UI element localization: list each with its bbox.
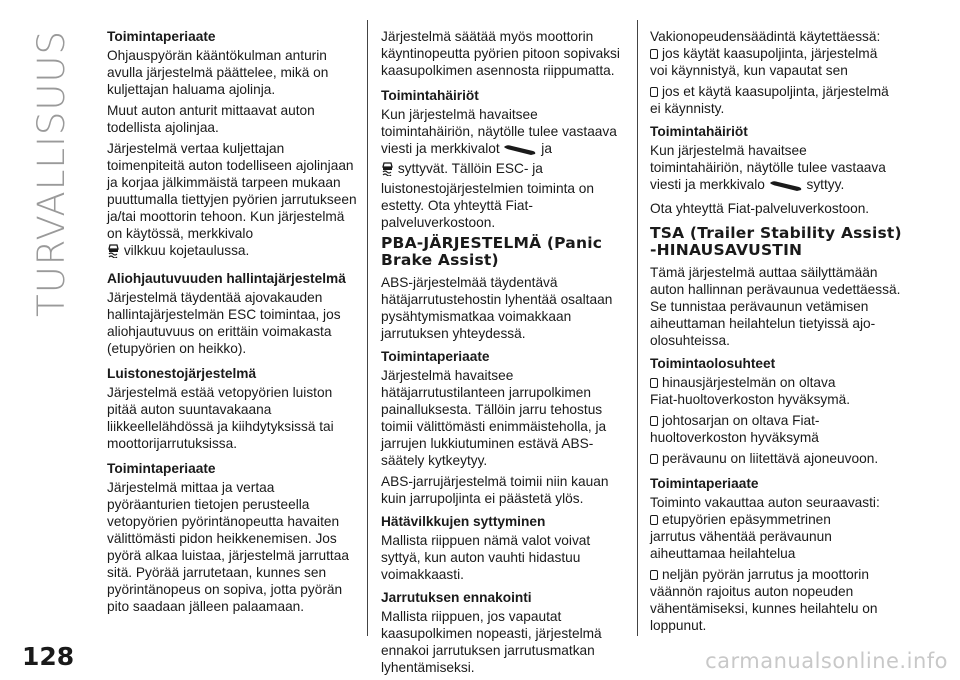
list-item-text: jarrutus vähentää perävaunun	[650, 529, 832, 544]
paragraph: ABS-jarrujärjestelmä toimii niin kauan kuin jarrupoljinta ei päästetä ylös.	[381, 474, 609, 506]
paragraph	[381, 106, 633, 231]
paragraph: Järjestelmä täydentää ajovakauden hallintajärjestelmän ESC toimintaa, jos aliohjautuvuus on erittäin voimakasta (etupyörien on heikko).	[107, 290, 341, 356]
heading-toimintahairiot: Toimintahäiriöt	[650, 124, 748, 139]
bullet-square-icon	[650, 416, 658, 426]
paragraph: Mallista riippuen nämä valot voivat syttyä, kun auton vauhti hidastuu voimakkaasti.	[381, 533, 591, 582]
paragraph-text: ja	[541, 141, 552, 156]
list-item	[650, 511, 902, 562]
paragraph-text: vilkkuu kojetaulussa.	[123, 243, 250, 258]
column-divider	[367, 20, 368, 636]
paragraph: Järjestelmä vertaa kuljettajan toimenpiteitä auton todelliseen ajolinjaan ja korjaa jälkimmäistä tarpeen mukaan puuttumalla tiettyjen pyörien jarrutukseen ja/tai moottorin tehoon. Kun järjestelmä on käytössä, merkkivalo	[107, 141, 357, 241]
list-item-text: voi käynnistyä, kun vapautat sen	[650, 63, 848, 78]
column-1	[107, 28, 359, 619]
paragraph: Tämä järjestelmä auttaa säilyttämään auton hallinnan perävaunua vedettäessä. Se tunnistaa perävaunun vetämisen aiheuttaman heilahtelun tietyissä ajo-olosuhteissa.	[650, 265, 901, 348]
list-item-text: ei käynnisty.	[650, 101, 725, 116]
paragraph: Ohjauspyörän kääntökulman anturin avulla järjestelmä päättelee, mikä on kuljettajan haluama ajolinja.	[107, 48, 329, 97]
paragraph: Vakionopeudensäädintä käytettäessä:	[650, 29, 881, 44]
bullet-square-icon	[650, 515, 658, 525]
heading-toimintaperiaate: Toimintaperiaate	[650, 476, 759, 491]
list-item	[650, 450, 902, 467]
list-item-text: perävaunu on liitettävä ajoneuvoon.	[662, 451, 879, 466]
list-item-text: jos et käytä kaasupoljinta, järjestelmä	[662, 84, 889, 99]
heading-jarrutuksen-ennakointi: Jarrutuksen ennakointi	[381, 590, 532, 605]
esc-skid-warning-icon	[107, 244, 120, 262]
paragraph-text: Kun järjestelmä havaitsee toimintahäiriön, näytölle tulee vastaava viesti ja merkkivalot	[381, 107, 617, 156]
list-item-text: jos käytät kaasupoljinta, järjestelmä	[662, 46, 878, 61]
paragraph: ABS-järjestelmää täydentävä hätäjarrutustehostin lyhentää osaltaan pysähtymismatkaa voimakkaan jarrutuksen yhteydessä.	[381, 275, 613, 341]
paragraph: Järjestelmä estää vetopyörien luiston pitää auton suuntavakaana liikkeellelähdössä ja kiihdytyksissä tai moottorijarrutuksissa.	[107, 385, 334, 451]
warning-light-icon	[503, 143, 537, 160]
heading-luistonesto: Luistonestojärjestelmä	[107, 366, 257, 381]
paragraph: Järjestelmä mittaa ja vertaa pyöräanturien tietojen perusteella vetopyörien pyörintänopeutta havaiten välittömästi pidon heikkenemisen. Jos pyörä alkaa luistaa, järjestelmä jarruttaa sitä. Pyörää jarrutetaan, kunnes sen pyörintänopeus on sopiva, jotta pyörän pito saadaan jälleen palaamaan.	[107, 480, 349, 614]
heading-toimintaolosuhteet: Toimintaolosuhteet	[650, 356, 776, 371]
paragraph: Toiminto vakauttaa auton seuraavasti:	[650, 495, 880, 510]
watermark: carmanualsonline.info	[705, 649, 948, 673]
bullet-square-icon	[650, 49, 658, 59]
paragraph: Mallista riippuen, jos vapautat kaasupolkimen nopeasti, järjestelmä ennakoi jarrutuksen jarrutusmatkan lyhentämiseksi.	[381, 609, 602, 675]
paragraph-text: syttyy.	[806, 177, 845, 192]
column-divider	[637, 20, 638, 636]
heading-toimintaperiaate: Toimintaperiaate	[381, 349, 490, 364]
list-item-text: etupyörien epäsymmetrinen	[662, 512, 831, 527]
paragraph	[650, 142, 902, 196]
paragraph: Muut auton anturit mittaavat auton todellista ajolinjaa.	[107, 103, 315, 135]
list-item-text: vähentämiseksi, kunnes heilahtelu on	[650, 601, 878, 616]
paragraph: Järjestelmä havaitsee hätäjarrutustilanteen jarrupolkimen painalluksesta. Tällöin jarru tehostus toimii välittömästi enimmäisteholla, ja jarrujen lukkiutuminen estävä ABS-säätely kytkeytyy.	[381, 368, 607, 468]
section-side-title: TURVALLISUUS	[30, 30, 73, 317]
bullet-square-icon	[650, 378, 658, 388]
list-item	[650, 83, 902, 117]
page-number: 128	[22, 642, 75, 671]
heading-toimintahairiot: Toimintahäiriöt	[381, 88, 479, 103]
bullet-square-icon	[650, 454, 658, 464]
heading-toimintaperiaate: Toimintaperiaate	[107, 461, 216, 476]
warning-light-icon	[769, 179, 803, 196]
list-item-text: loppunut.	[650, 618, 707, 633]
paragraph-warning-light	[107, 242, 359, 262]
esc-skid-warning-icon	[381, 162, 394, 180]
list-item	[650, 566, 902, 634]
list-item-text: johtosarjan on oltava Fiat-	[662, 413, 820, 428]
paragraph-text: syttyvät. Tällöin ESC- ja luistonestojärjestelmien toiminta on estetty. Ota yhteyttä Fiat-palveluverkostoon.	[381, 161, 595, 230]
heading-pba: PBA-JÄRJESTELMÄ (Panic Brake Assist)	[381, 234, 603, 269]
paragraph-text: Kun järjestelmä havaitsee toimintahäiriön, näytölle tulee vastaava viesti ja merkkivalo	[650, 143, 886, 192]
heading-toimintaperiaate: Toimintaperiaate	[107, 29, 216, 44]
list-item	[650, 412, 902, 446]
column-2	[381, 28, 633, 680]
paragraph: Järjestelmä säätää myös moottorin käyntinopeutta pyörien pitoon sopivaksi kaasupolkimen asennosta riippumatta.	[381, 29, 620, 78]
paragraph: Ota yhteyttä Fiat-palveluverkostoon.	[650, 201, 870, 216]
heading-tsa: TSA (Trailer Stability Assist) -HINAUSAVUSTIN	[650, 224, 902, 259]
list-item-text: neljän pyörän jarrutus ja moottorin	[662, 567, 869, 582]
list-item-text: väännön rajoitus auton nopeuden	[650, 584, 854, 599]
list-item-text: aiheuttamaa heilahtelua	[650, 546, 796, 561]
list-item	[650, 374, 902, 408]
list-item	[650, 45, 902, 79]
list-item-text: Fiat-huoltoverkoston hyväksymä.	[650, 392, 851, 407]
bullet-square-icon	[650, 87, 658, 97]
bullet-square-icon	[650, 570, 658, 580]
list-item-text: huoltoverkoston hyväksymä	[650, 430, 819, 445]
column-3	[650, 28, 902, 638]
heading-hatavilkut: Hätävilkkujen syttyminen	[381, 514, 546, 529]
heading-aliohjautuvuus: Aliohjautuvuuden hallintajärjestelmä	[107, 271, 346, 286]
list-item-text: hinausjärjestelmän on oltava	[662, 375, 836, 390]
